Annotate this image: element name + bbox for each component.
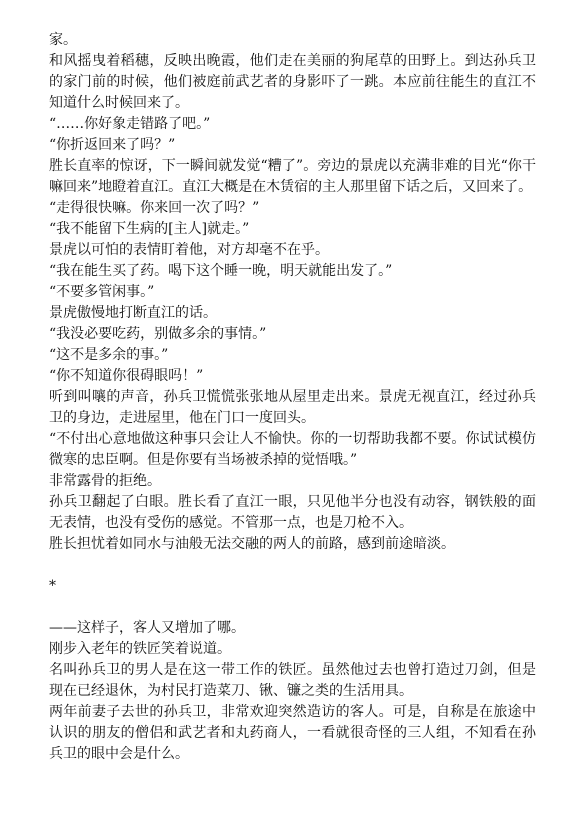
blank-line <box>49 555 536 576</box>
paragraph: “我在能生买了药。喝下这个睡一晚，明天就能出发了。” <box>49 263 393 279</box>
paragraph: 名叫孙兵卫的男人是在这一带工作的铁匠。虽然他过去也曾打造过刀剑，但是现在已经退休，为村民打造菜刀、锹、镰之类的生活用具。 <box>49 662 536 699</box>
paragraph: 两年前妻子去世的孙兵卫，非常欢迎突然造访的客人。可是，自称是在旅途中认识的朋友的僧侣和武艺者和丸药商人，一看就很奇怪的三人组，不知看在孙兵卫的眼中会是什么。 <box>49 704 536 762</box>
paragraph: 家。 <box>49 32 77 48</box>
paragraph: “不要多管闲事。” <box>49 284 155 300</box>
document-body <box>49 30 536 765</box>
paragraph: 景虎以可怕的表情盯着他，对方却毫不在乎。 <box>49 242 329 258</box>
paragraph: “我不能留下生病的[主人]就走。” <box>49 221 250 237</box>
section-separator: * <box>49 578 56 594</box>
paragraph: 和风摇曳着稻穗，反映出晚霞，他们走在美丽的狗尾草的田野上。到达孙兵卫的家门前的时候，他们被庭前武艺者的身影吓了一跳。本应前往能生的直江不知道什么时候回来了。 <box>49 53 536 111</box>
paragraph: “……你好象走错路了吧。” <box>49 116 211 132</box>
paragraph: 胜长直率的惊讶，下一瞬间就发觉“糟了”。旁边的景虎以充满非难的目光“你干嘛回来”地瞪着直江。直江大概是在木赁宿的主人那里留下话之后，又回来了。 <box>49 158 536 195</box>
paragraph: 听到叫嚷的声音，孙兵卫慌慌张张地从屋里走出来。景虎无视直江，经过孙兵卫的身边，走进屋里，他在门口一度回头。 <box>49 389 536 426</box>
paragraph: “你不知道你很碍眼吗！” <box>49 368 204 384</box>
blank-line <box>49 597 536 618</box>
paragraph: “你折返回来了吗？” <box>49 137 176 153</box>
paragraph: 胜长担忧着如同水与油般无法交融的两人的前路，感到前途暗淡。 <box>49 536 455 552</box>
paragraph: “我没必要吃药，别做多余的事情。” <box>49 326 267 342</box>
paragraph: ——这样子，客人又增加了哪。 <box>49 620 245 636</box>
paragraph: 孙兵卫翻起了白眼。胜长看了直江一眼，只见他半分也没有动容，钢铁般的面无表情，也没有受伤的感觉。不管那一点，也是刀枪不入。 <box>49 494 536 531</box>
paragraph: 非常露骨的拒绝。 <box>49 473 161 489</box>
paragraph: “这不是多余的事。” <box>49 347 169 363</box>
paragraph: 景虎傲慢地打断直江的话。 <box>49 305 217 321</box>
paragraph: 刚步入老年的铁匠笑着说道。 <box>49 641 231 657</box>
paragraph: “走得很快嘛。你来回一次了吗？” <box>49 200 260 216</box>
paragraph: “不付出心意地做这种事只会让人不愉快。你的一切帮助我都不要。你试试模仿微寒的忠臣啊。但是你要有当场被杀掉的觉悟哦。” <box>49 431 536 468</box>
